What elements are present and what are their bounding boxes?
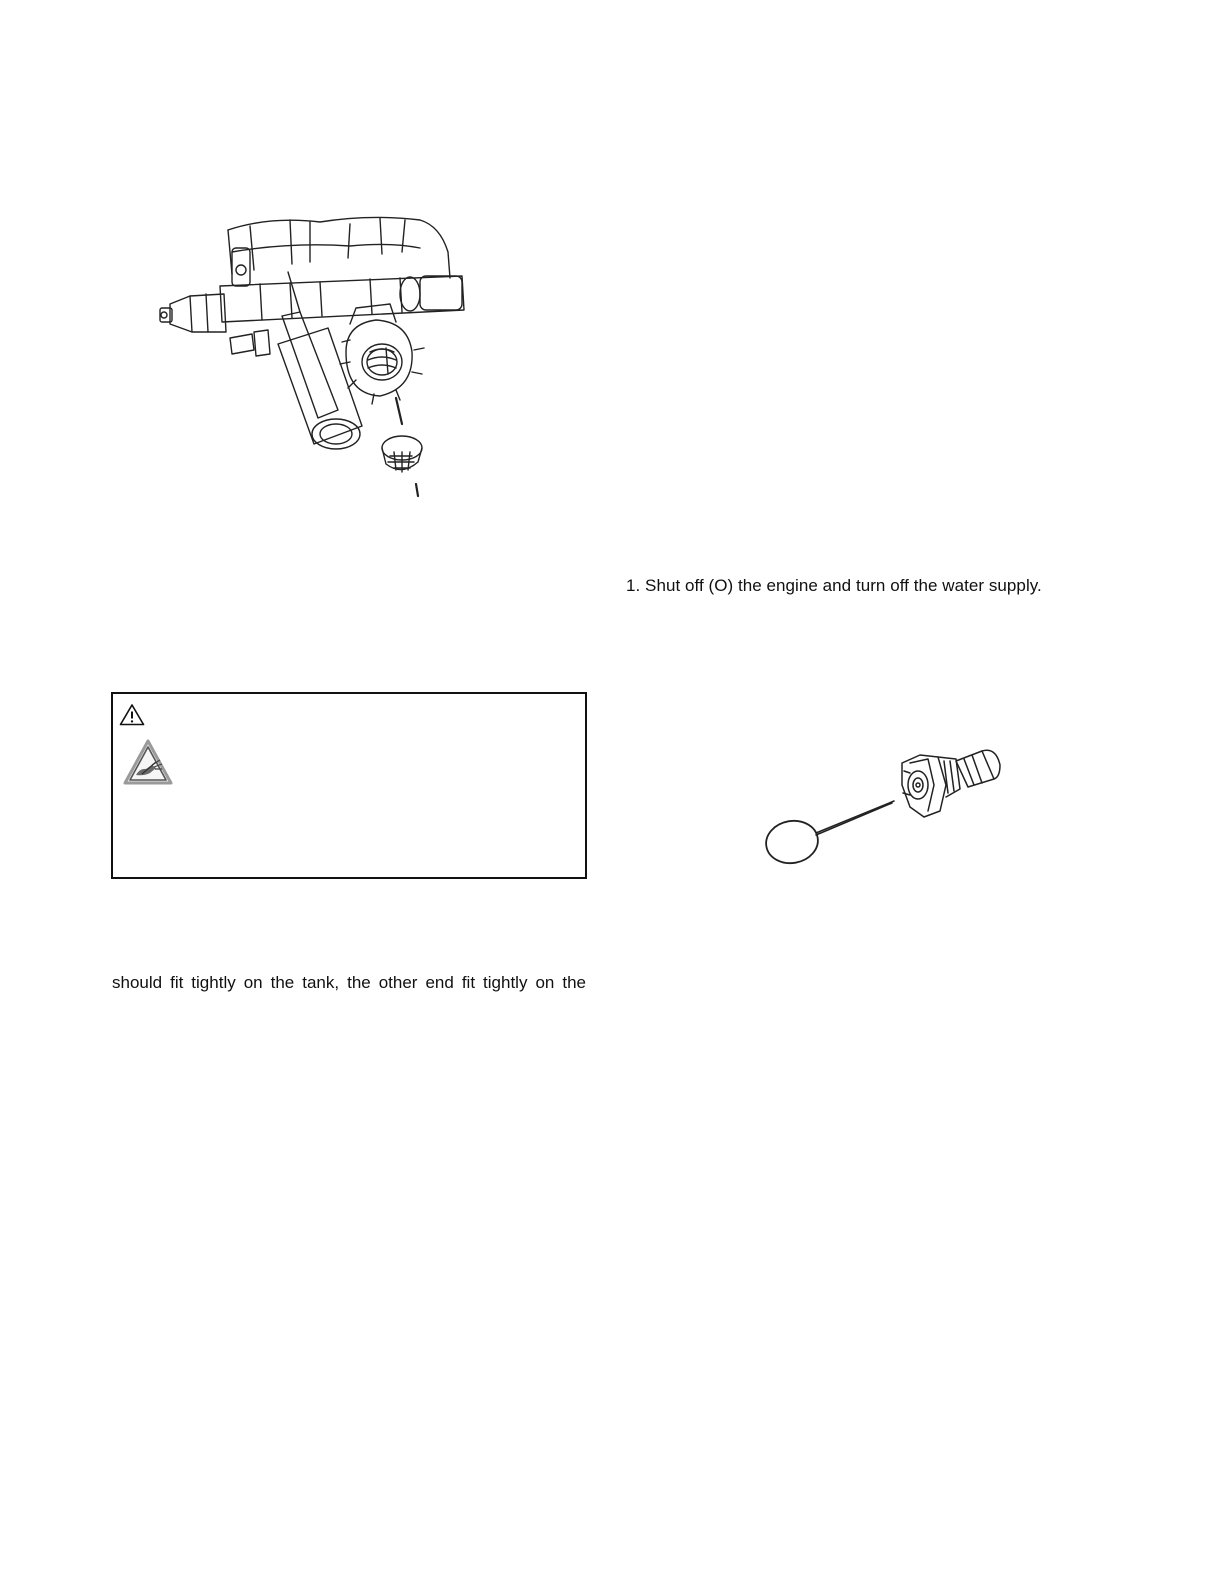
- step-1-instruction: 1. Shut off (O) the engine and turn off the water supply.: [626, 576, 1042, 595]
- high-pressure-spray-hazard-icon: [122, 738, 174, 788]
- body-paragraph-fragment: should fit tightly on the tank, the other end fit tightly on the: [112, 973, 586, 992]
- warning-triangle-icon: [119, 703, 145, 726]
- nozzle-cleaning-illustration: [760, 745, 1005, 870]
- warning-box: [111, 692, 587, 879]
- pump-inlet-filter-illustration: [150, 212, 470, 502]
